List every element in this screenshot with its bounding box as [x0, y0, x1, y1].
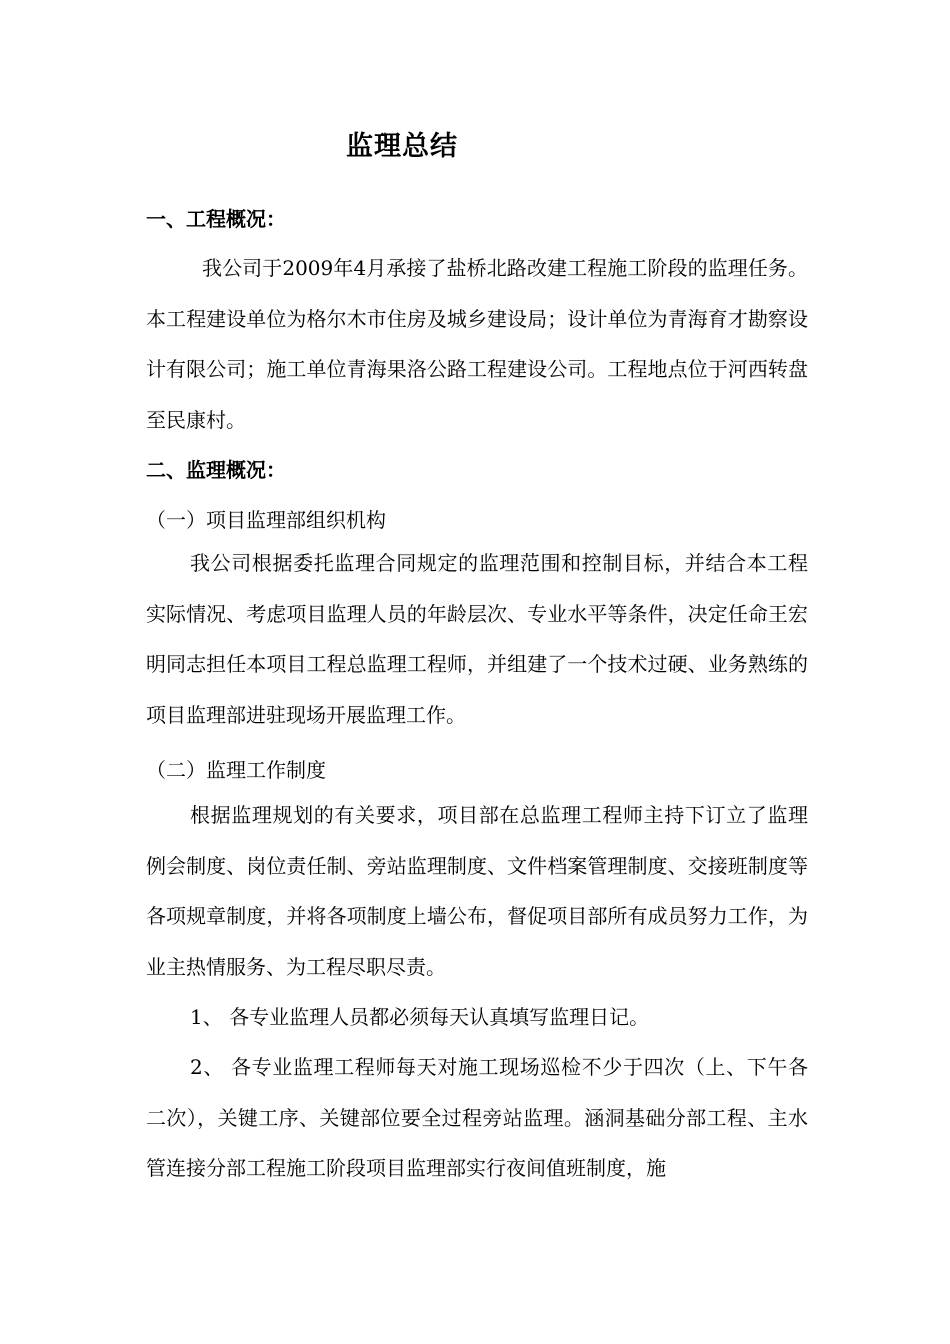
document-title: 监理总结: [346, 131, 458, 162]
project-overview-paragraph: 我公司于2009年4月承接了盐桥北路改建工程施工阶段的监理任务。本工程建设单位为格尔木市住房及城乡建设局；设计单位为青海育才勘察设计有限公司；施工单位青海果洛公路工程建设公司。工程地点位于河西转盘至民康村。: [146, 256, 808, 432]
organization-paragraph: 我公司根据委托监理合同规定的监理范围和控制目标，并结合本工程实际情况、考虑项目监理人员的年龄层次、专业水平等条件，决定任命王宏明同志担任本项目工程总监理工程师，并组建了一个技术过硬、业务熟练的项目监理部进驻现场开展监理工作。: [146, 551, 808, 727]
subsection-heading-organization: （一）项目监理部组织机构: [146, 508, 386, 532]
work-system-paragraph: 根据监理规划的有关要求，项目部在总监理工程师主持下订立了监理例会制度、岗位责任制、旁站监理制度、文件档案管理制度、交接班制度等各项规章制度，并将各项制度上墙公布，督促项目部所有成员努力工作，为业主热情服务、为工程尽职尽责。: [146, 803, 808, 979]
subsection-heading-work-system: （二）监理工作制度: [146, 758, 326, 782]
section-heading-supervision-overview: 二、监理概况：: [146, 458, 286, 482]
section-heading-project-overview: 一、工程概况：: [146, 207, 286, 231]
list-item: 2、 各专业监理工程师每天对施工现场巡检不少于四次（上、下午各二次），关键工序、关键部位要全过程旁站监理。涵洞基础分部工程、主水管连接分部工程施工阶段项目监理部实行夜间值班制度，施: [146, 1055, 808, 1180]
list-item: 1、 各专业监理人员都必须每天认真填写监理日记。: [190, 1005, 650, 1029]
